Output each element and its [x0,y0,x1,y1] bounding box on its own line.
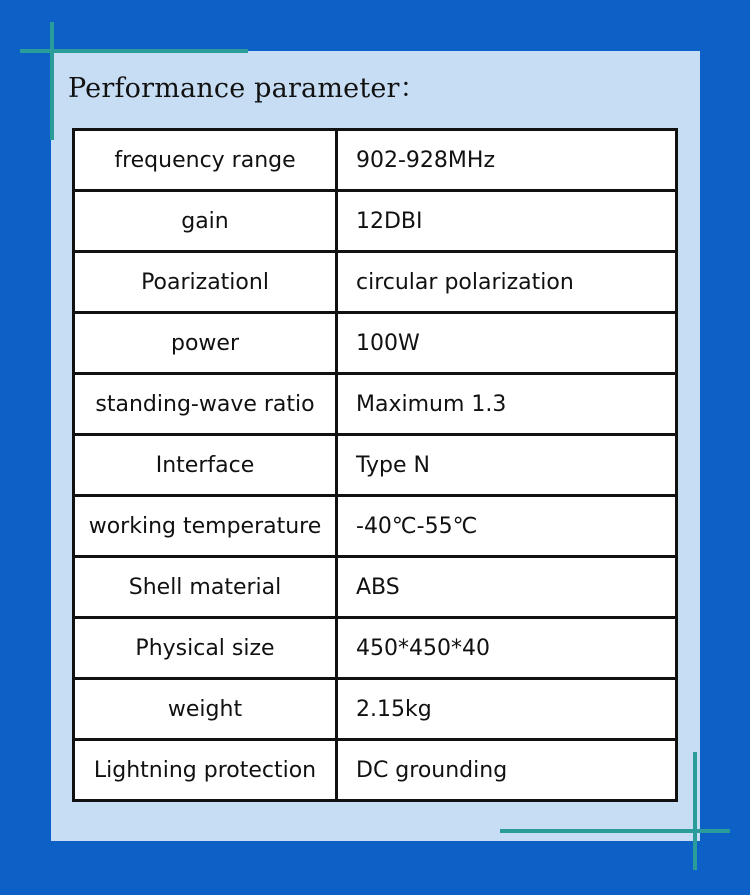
table-row [74,252,677,313]
parameter-name: Physical size [74,618,337,679]
parameter-value: 902-928MHz [337,130,677,191]
decorative-line-bottom-vertical [693,752,697,870]
page-title: Performance parameter： [68,73,427,104]
parameter-name: frequency range [74,130,337,191]
parameter-value: Type N [337,435,677,496]
parameter-name: Interface [74,435,337,496]
table-row [74,557,677,618]
parameter-value: 12DBI [337,191,677,252]
table-row [74,496,677,557]
parameter-value: ABS [337,557,677,618]
parameter-name: Lightning protection [74,740,337,801]
parameter-name: gain [74,191,337,252]
table-row [74,374,677,435]
parameter-value: 100W [337,313,677,374]
parameter-name: Shell material [74,557,337,618]
parameter-value: DC grounding [337,740,677,801]
parameter-value: 450*450*40 [337,618,677,679]
parameter-value: Maximum 1.3 [337,374,677,435]
table-row [74,679,677,740]
table-row [74,313,677,374]
table-row [74,618,677,679]
parameter-value: -40℃-55℃ [337,496,677,557]
table-row [74,740,677,801]
decorative-line-top-vertical [50,22,54,140]
parameter-name: standing-wave ratio [74,374,337,435]
table-row [74,435,677,496]
parameter-value: 2.15kg [337,679,677,740]
table-row [74,130,677,191]
parameters-table [72,128,678,802]
parameter-name: working temperature [74,496,337,557]
parameter-name: power [74,313,337,374]
parameter-name: Poarizationl [74,252,337,313]
parameter-name: weight [74,679,337,740]
decorative-line-top-horizontal [20,49,248,53]
parameter-value: circular polarization [337,252,677,313]
table-row [74,191,677,252]
